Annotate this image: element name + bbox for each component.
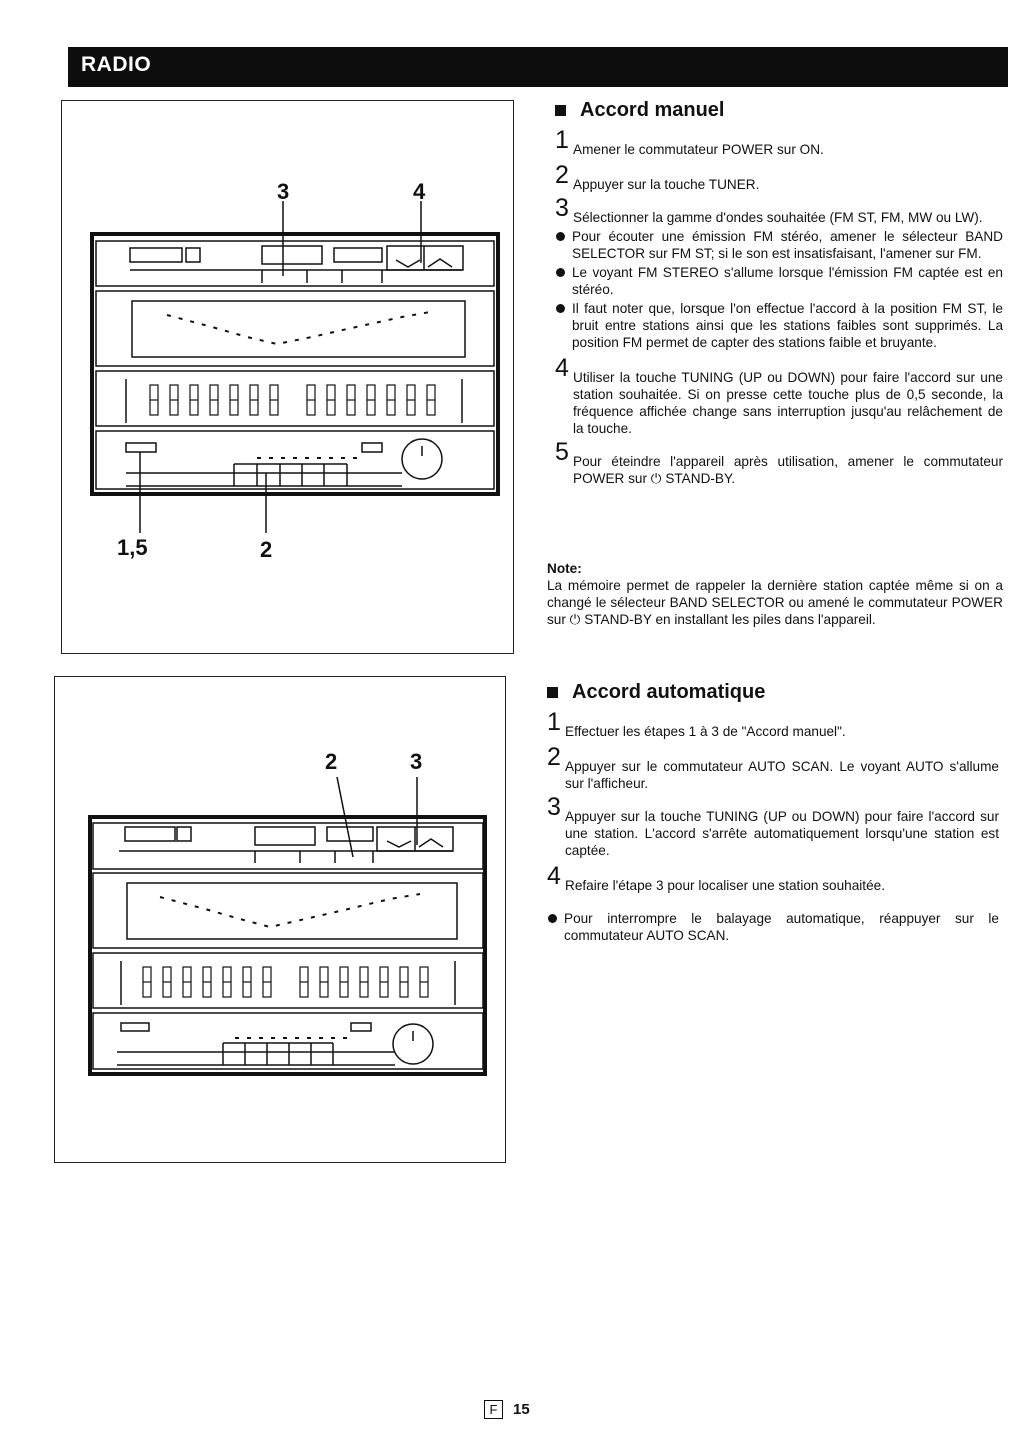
figure-auto-tuning bbox=[54, 676, 506, 1163]
section-heading: Accord manuel bbox=[580, 99, 725, 121]
step: 4 Utiliser la touche TUNING (UP ou DOWN) pour faire l'accord sur une station souhaitée. Si on presse cette touche plus de 0,5 seconde, la fréquence affichée change sans interruption jusqu'au relâchement de la touche. bbox=[555, 354, 1003, 436]
step: 5 Pour éteindre l'appareil après utilisation, amener le commutateur POWER sur ⏻ STAND-BY. bbox=[555, 438, 1003, 486]
section-heading: Accord automatique bbox=[572, 681, 766, 703]
bullet-item: Il faut noter que, lorsque l'on effectue l'accord à la position FM ST, le bruit entre stations ainsi que les stations faibles sont supprimés. La position FM permet de capter des stations faible et bruyante. bbox=[555, 300, 1003, 351]
page-number: 15 bbox=[513, 1401, 530, 1418]
note-text: La mémoire permet de rappeler la dernière station captée même si on a changé le sélecteur BAND SELECTOR ou amené le commutateur POWER sur ⏻ STAND-BY en installant les piles dans l'appareil. bbox=[547, 578, 1003, 627]
section-accord-automatique bbox=[547, 681, 999, 944]
bullet-item: Le voyant FM STEREO s'allume lorsque l'émission FM captée est en stéréo. bbox=[555, 264, 1003, 298]
note-title: Note: bbox=[547, 561, 582, 576]
step: 2 Appuyer sur le commutateur AUTO SCAN. Le voyant AUTO s'allume sur l'afficheur. bbox=[547, 743, 999, 791]
callout-4: 4 bbox=[413, 179, 426, 204]
step: 4 Refaire l'étape 3 pour localiser une station souhaitée. bbox=[547, 862, 885, 893]
step: 1 Amener le commutateur POWER sur ON. bbox=[555, 126, 824, 157]
note-block bbox=[547, 560, 1003, 628]
bullet-dot-icon bbox=[556, 304, 565, 313]
square-bullet-icon bbox=[555, 105, 566, 116]
callout-2: 2 bbox=[260, 537, 273, 562]
step: 3 Sélectionner la gamme d'ondes souhaitée (FM ST, FM, MW ou LW). bbox=[555, 194, 983, 225]
square-bullet-icon bbox=[547, 687, 558, 698]
header-bar bbox=[68, 47, 1008, 87]
bullet-item: Pour interrompre le balayage automatique, réappuyer sur le commutateur AUTO SCAN. bbox=[547, 910, 999, 944]
section-title: RADIO bbox=[81, 53, 152, 76]
step: 2 Appuyer sur la touche TUNER. bbox=[555, 161, 760, 192]
page-footer bbox=[484, 1400, 530, 1419]
callout-1-5: 1,5 bbox=[117, 535, 148, 560]
figure-manual-tuning bbox=[61, 100, 514, 654]
bullet-dot-icon bbox=[556, 232, 565, 241]
callout-3: 3 bbox=[277, 179, 290, 204]
step: 3 Appuyer sur la touche TUNING (UP ou DOWN) pour faire l'accord sur une station. L'accord s'arrête automatiquement lorsqu'une station est captée. bbox=[547, 793, 999, 858]
callout-3: 3 bbox=[410, 749, 423, 774]
callout-2: 2 bbox=[325, 749, 338, 774]
section-accord-manuel bbox=[555, 99, 1003, 487]
language-badge: F bbox=[484, 1400, 503, 1419]
bullet-item: Pour écouter une émission FM stéréo, amener le sélecteur BAND SELECTOR sur FM ST; si le son est insatisfaisant, l'amener sur FM. bbox=[555, 228, 1003, 262]
stereo-unit-illustration-2 bbox=[55, 677, 505, 1162]
bullet-dot-icon bbox=[548, 914, 557, 923]
step: 1 Effectuer les étapes 1 à 3 de "Accord manuel". bbox=[547, 708, 846, 739]
bullet-dot-icon bbox=[556, 268, 565, 277]
